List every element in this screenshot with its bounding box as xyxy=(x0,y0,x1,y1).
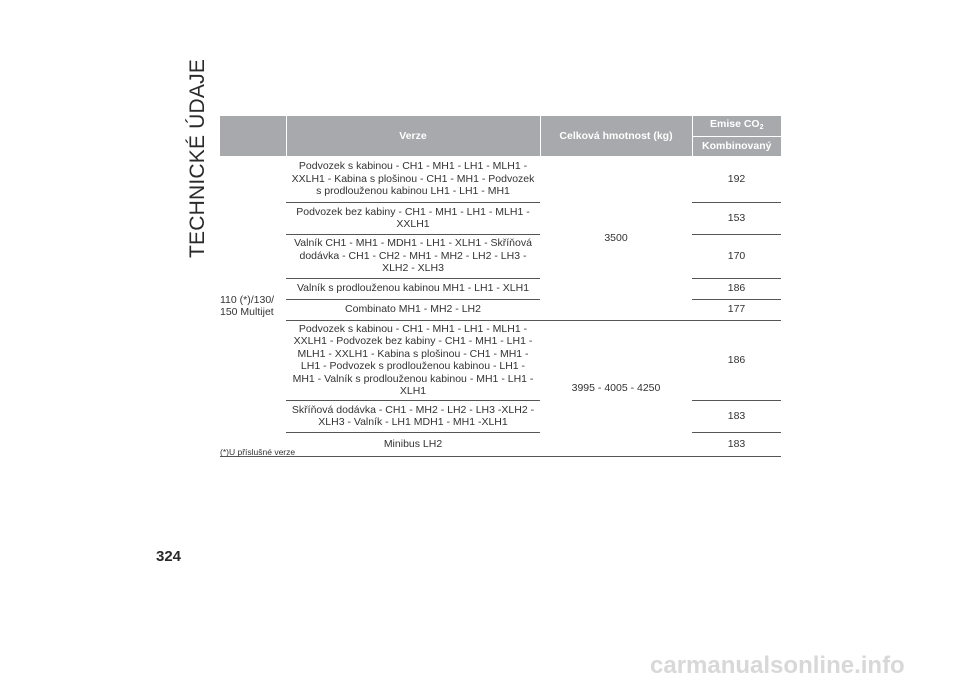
verze-cell: Minibus LH2 xyxy=(383,438,443,450)
verze-cell: Valník CH1 - MH1 - MDH1 - LH1 - XLH1 - Skříňová dodávka - CH1 - CH2 - MH1 - MH2 - LH2 - LH3 - XLH2 - XLH3 xyxy=(286,234,540,278)
co2-cell: 183 xyxy=(692,400,781,432)
verze-cell: Podvozek s kabinou - CH1 - MH1 - LH1 - MLH1 - XXLH1 - Kabina s plošinou - CH1 - MH1 - Podvozek s prodlouženou kabinou LH1 - LH1 - MH1 xyxy=(286,156,540,202)
header-verze: Verze xyxy=(286,116,540,156)
engine-cell: 110 (*)/130/ 150 Multijet xyxy=(220,293,275,318)
verze-cell: Skříňová dodávka - CH1 - MH2 - LH2 - LH3 -XLH2 - XLH3 - Valník - LH1 MDH1 - MH1 -XLH1 xyxy=(286,400,540,432)
co2-cell: 186 xyxy=(692,320,781,400)
mass-cell: 3500 xyxy=(540,156,692,320)
watermark: carmanualsonline.info xyxy=(650,652,905,679)
co2-cell: 153 xyxy=(692,202,781,234)
header-combined: Kombinovaný xyxy=(692,137,781,157)
co2-cell: 186 xyxy=(692,278,781,299)
verze-cell: Podvozek s kabinou - CH1 - MH1 - LH1 - MLH1 - XXLH1 - Podvozek bez kabiny - CH1 - MH1 - LH1 - MLH1 - XXLH1 - Kabina s plošinou - CH1 - MH1 - LH1 - Podvozek s prodlouženou kabinou - LH1 - MH1 - Valník s prodlouženou kabinou - MH1 - LH1 - XLH1 xyxy=(286,320,540,400)
co2-cell: 183 xyxy=(727,438,746,450)
header-co2: Emise $CO_2$ xyxy=(692,116,781,137)
section-title: TECHNICKÉ ÚDAJE xyxy=(186,58,209,258)
co2-cell: 192 xyxy=(692,156,781,202)
header-blank xyxy=(220,116,286,156)
co2-cell: 170 xyxy=(692,234,781,278)
footnote: (*)U příslušné verze xyxy=(220,447,296,457)
header-mass: Celková hmotnost (kg) xyxy=(540,116,692,156)
mass-cell: 3995 - 4005 - 4250 xyxy=(571,382,661,394)
page-number: 324 xyxy=(156,548,182,565)
verze-cell: Valník s prodlouženou kabinou MH1 - LH1 - XLH1 xyxy=(286,278,540,299)
verze-cell: Combinato MH1 - MH2 - LH2 xyxy=(286,299,540,320)
verze-cell: Podvozek bez kabiny - CH1 - MH1 - LH1 - MLH1 - XXLH1 xyxy=(286,202,540,234)
table-bottom-rule xyxy=(220,456,781,457)
co2-cell: 177 xyxy=(692,299,781,320)
emissions-table xyxy=(220,116,781,457)
